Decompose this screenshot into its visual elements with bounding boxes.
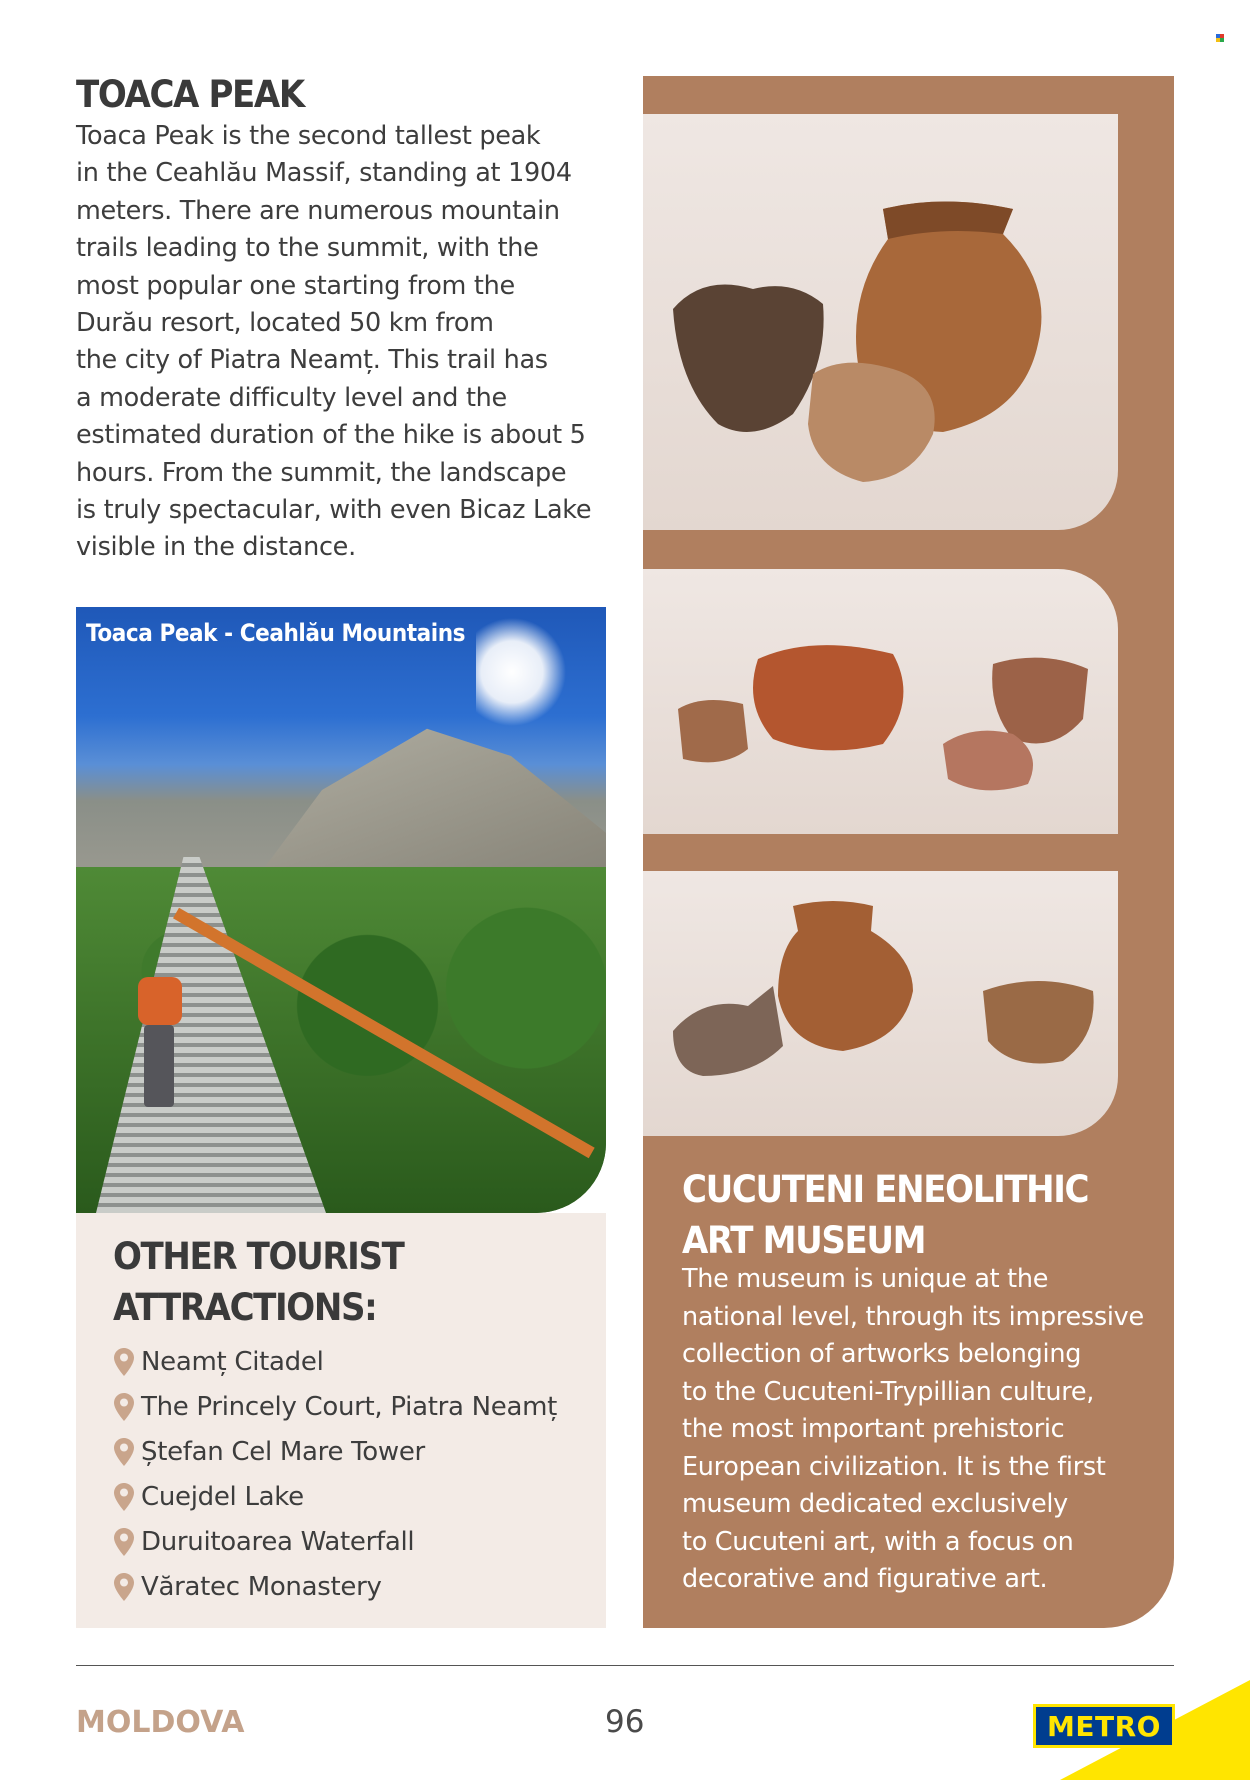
pottery-photo-1 (643, 114, 1118, 530)
list-item (113, 1474, 606, 1519)
toaca-peak-section (76, 72, 606, 567)
text-line: Durău resort, located 50 km from (76, 308, 494, 339)
text-line: the most important prehistoric (682, 1414, 1065, 1444)
text-line: visible in the distance. (76, 532, 356, 563)
location-pin-icon (113, 1482, 135, 1512)
page-number: 96 (605, 1704, 645, 1740)
list-item (113, 1564, 606, 1609)
attractions-title-line: ATTRACTIONS: (113, 1286, 377, 1329)
pottery-photo-2 (643, 569, 1118, 834)
hiker-figure (134, 977, 182, 1107)
text-line: to Cucuteni art, with a focus on (682, 1526, 1074, 1557)
location-pin-icon (113, 1572, 135, 1602)
list-item (113, 1519, 606, 1564)
text-line: trails leading to the summit, with the (76, 233, 539, 264)
text-line: hours. From the summit, the landscape (76, 457, 567, 488)
toaca-peak-description (76, 118, 606, 567)
backpack-shape (138, 977, 182, 1025)
museum-description (682, 1261, 1144, 1599)
pottery-illustration-3 (643, 871, 1118, 1136)
text-line: national level, through its impressive (682, 1301, 1144, 1332)
text-line: estimated duration of the hike is about 5 (76, 420, 586, 451)
attractions-list (113, 1339, 606, 1609)
attraction-name: Duruitoarea Waterfall (141, 1526, 415, 1557)
text-line: most popular one starting from the (76, 270, 515, 301)
attractions-title (113, 1231, 567, 1333)
attractions-title-line: OTHER TOURIST (113, 1235, 404, 1278)
text-line: a moderate difficulty level and the (76, 382, 507, 413)
text-line: the city of Piatra Neamț. This trail has (76, 345, 548, 376)
text-line: meters. There are numerous mountain (76, 195, 560, 226)
corner-color-mark (1216, 34, 1225, 43)
museum-title (682, 1164, 1088, 1266)
list-item (113, 1384, 606, 1429)
attraction-name: Neamț Citadel (141, 1346, 324, 1377)
museum-title-line: CUCUTENI ENEOLITHIC (682, 1168, 1089, 1211)
toaca-peak-title: TOACA PEAK (76, 73, 304, 116)
text-line: European civilization. It is the first (682, 1451, 1106, 1482)
other-attractions-box (76, 1213, 606, 1628)
text-line: The museum is unique at the (682, 1264, 1049, 1294)
cucuteni-museum-panel (643, 76, 1174, 1628)
attraction-name: Cuejdel Lake (141, 1481, 304, 1512)
photo-caption: Toaca Peak - Ceahlău Mountains (86, 619, 466, 647)
text-line: collection of artworks belonging (682, 1339, 1082, 1369)
footer-divider (76, 1665, 1174, 1666)
text-line: to the Cucuteni-Trypillian culture, (682, 1376, 1095, 1407)
attraction-name: Ștefan Cel Mare Tower (141, 1436, 425, 1467)
location-pin-icon (113, 1347, 135, 1377)
cloud-shape (476, 617, 566, 727)
pottery-illustration-1 (643, 114, 1118, 530)
text-line: in the Ceahlău Massif, standing at 1904 (76, 158, 572, 189)
text-line: Toaca Peak is the second tallest peak (76, 121, 541, 151)
museum-title-line: ART MUSEUM (682, 1219, 926, 1262)
text-line: is truly spectacular, with even Bicaz Lake (76, 495, 592, 526)
location-pin-icon (113, 1527, 135, 1557)
toaca-peak-photo (76, 607, 606, 1213)
list-item (113, 1339, 606, 1384)
attraction-name: The Princely Court, Piatra Neamț (141, 1391, 557, 1422)
attraction-name: Văratec Monastery (141, 1571, 382, 1602)
text-line: decorative and figurative art. (682, 1564, 1048, 1594)
list-item (113, 1429, 606, 1474)
location-pin-icon (113, 1392, 135, 1422)
metro-logo: METRO (1033, 1704, 1175, 1748)
location-pin-icon (113, 1437, 135, 1467)
pottery-photo-3 (643, 871, 1118, 1136)
footer-region-label: MOLDOVA (76, 1705, 245, 1740)
text-line: museum dedicated exclusively (682, 1489, 1068, 1519)
pottery-illustration-2 (643, 569, 1118, 834)
hiker-legs-shape (144, 1025, 174, 1107)
